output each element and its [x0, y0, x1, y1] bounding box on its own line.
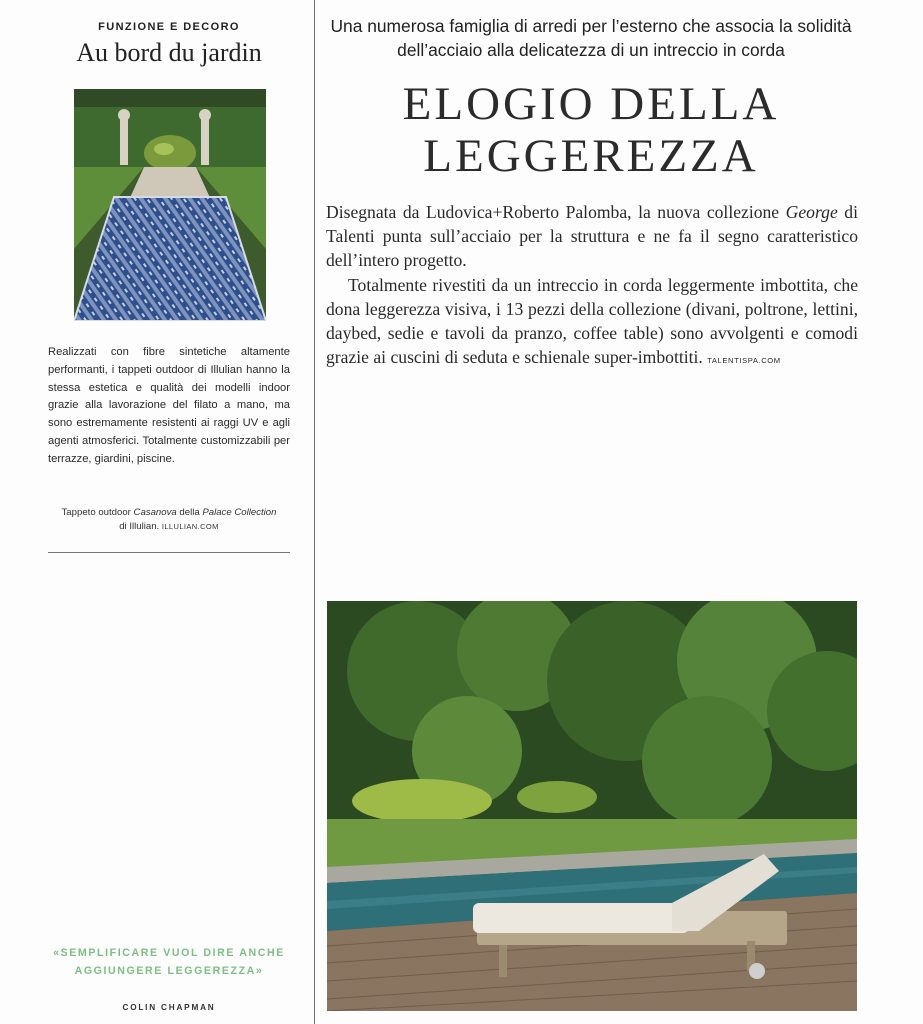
poolside-illustration: [327, 601, 857, 1011]
article-deck: Una numerosa famiglia di arredi per l’esterno che associa la solidità dell’acciaio alla delicatezza di un intreccio in corda: [330, 16, 852, 60]
photo-caption: [58, 506, 280, 534]
collection-name: George: [785, 202, 838, 222]
caption-middle: della: [176, 507, 203, 518]
rug-garden-illustration: [74, 89, 266, 321]
paragraph-2-text: Totalmente rivestiti da un intreccio in corda leggermente imbottita, che dona leggerezza visiva, i 13 pezzi della collezione (divani, poltrone, lettini, daybed, sedie e tavoli da pranzo, coffee table) sono avvolgenti e comodi grazie ai cuscini di seduta e schienale super-imbottiti.: [326, 274, 858, 368]
caption-prefix: Tappeto outdoor: [61, 507, 134, 518]
caption-suffix: di Illulian.: [119, 521, 162, 532]
column-divider: [314, 0, 315, 1024]
poolside-lounger-photo: [327, 601, 857, 1011]
headline-line-2: LEGGEREZZA: [423, 130, 759, 182]
article-website: TALENTISPA.COM: [707, 356, 781, 366]
pull-quote-author: COLIN CHAPMAN: [122, 1003, 216, 1012]
rug-garden-photo: [74, 89, 266, 321]
caption-product-name: Casanova: [133, 507, 177, 518]
article-body: [326, 200, 858, 373]
section-kicker: FUNZIONE E DECORO: [98, 21, 240, 33]
article-paragraph-2: [326, 273, 858, 374]
caption-collection-name: Palace Collection: [202, 507, 277, 518]
pull-quote: «SEMPLIFICARE VUOL DIRE ANCHE AGGIUNGERE LEGGEREZZA»: [53, 947, 285, 977]
sidebar-title: Au bord du jardin: [76, 38, 262, 67]
paragraph-1-end: di Talenti punta sull’acciaio per la struttura e ne fa il segno caratteristico dell’intero progetto.: [326, 202, 858, 271]
paragraph-1-start: Disegnata da Ludovica+Roberto Palomba, la nuova collezione: [326, 202, 786, 222]
sidebar-divider: [48, 552, 290, 553]
article-paragraph-1: [326, 200, 858, 273]
caption-website: ILLULIAN.COM: [161, 522, 219, 531]
article-headline: [326, 78, 856, 182]
headline-line-1: ELOGIO DELLA: [402, 78, 780, 130]
sidebar-body-text: Realizzati con fibre sintetiche altamente performanti, i tappeti outdoor di Illulian hanno la stessa estetica e qualità dei modelli indoor grazie alla lavorazione del filato a mano, ma sono estremamente resistenti ai raggi UV e agli agenti atmosferici. Totalmente customizzabili per terrazze, giardini, piscine.: [48, 346, 290, 465]
